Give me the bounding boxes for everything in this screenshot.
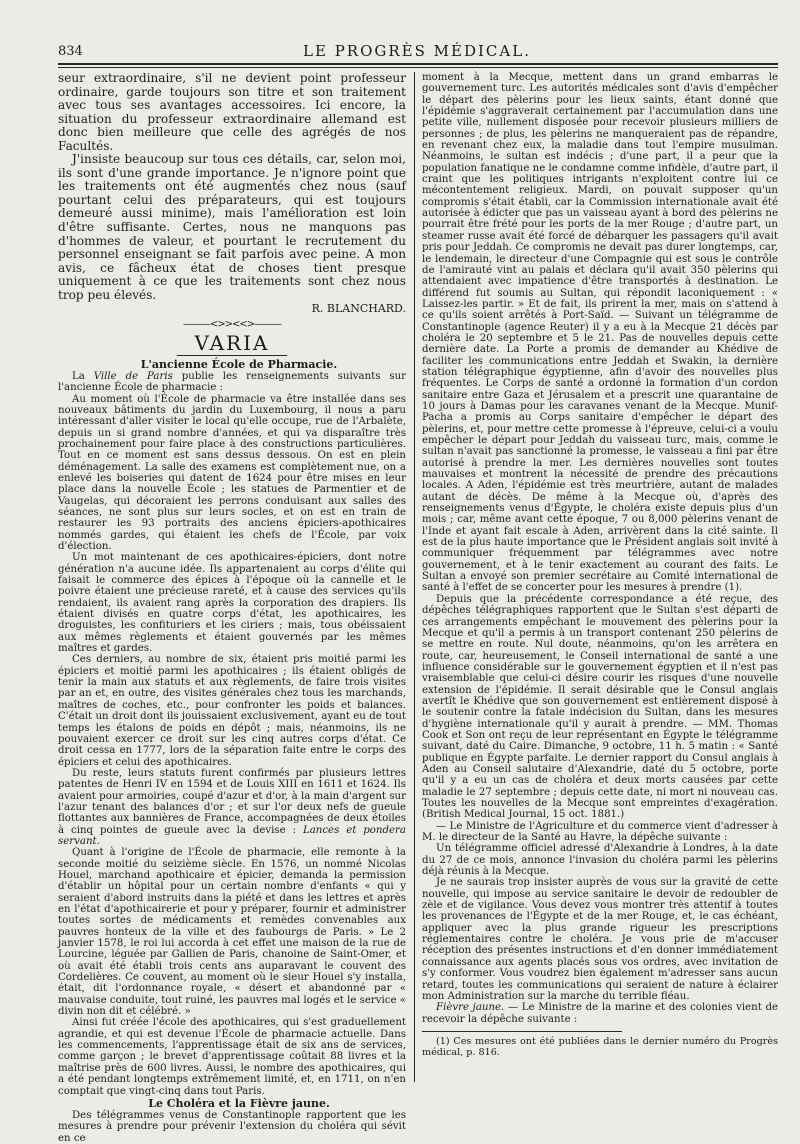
section-ornament: ———<>><<>——— [182,318,282,330]
right-column [422,72,778,1058]
paragraph-3: Un mot maintenant de ces apothicaires-épiciers, dont notre génération n'a aucune idée. Ils appartenaient au corps d'élite qui faisait le commerce des épices à l'époque où la cannelle et le poivre étaient une précieuse rareté, et à cause des services qu'ils rendaient, ils avaient rang après la corporation des drapiers. Ils étaient divisés en quatre corps d'état, les apothicaires, les droguistes, les confituriers et les ciriers ; mais, tous obéissaient aux mêmes règlements et étaient gouvernés par les mêmes maîtres et gardes. [58,552,406,655]
paragraph-2: Au moment où l'École de pharmacie va être installée dans ses nouveaux bâtiments du jardin du Luxembourg, il nous a paru intéressant d'aller visiter le local qu'elle occupe, rue de l'Arbalète, depuis un si grand nombre d'années, et qui va disparaître très prochainement pour faire place à des constructions particulières. Tout en ce moment est sans dessus dessous. On est en plein déménagement. La salle des examens est complètement nue, on a enlevé les boiseries qui datent de 1624 pour être mises en leur place dans la nouvelle École ; les statues de Parmentier et de Vaugelas, qui décoraient les perrons conduisant aux salles des séances, ne sont plus sur leurs socles, et on est en train de restaurer les 93 portraits des anciens épiciers-apothicaires nommés gardes, qui étaient les chefs de l'École, par voix d'élection. [58,393,406,552]
footnote-rule [422,1031,622,1032]
paragraph-1-italic: Ville de Paris [93,370,173,382]
paragraph-5 [58,768,406,847]
header-rule [58,63,778,65]
subheading-pharmacie: L'ancienne École de Pharmacie. [140,357,338,371]
right-paragraph-6-text: — Le Ministre de la marine et des colonies vient de recevoir la dépêche suivante : [422,1002,779,1025]
paragraph-1 [58,371,406,394]
subheading-cholera: Le Choléra et la Fièvre jaune. [148,1096,330,1110]
intro-text [58,72,406,316]
right-paragraph-5: Je ne saurais trop insister auprès de vous sur la gravité de cette nouvelle, qui impose au service sanitaire le devoir de redoubler de zèle et de vigilance. Vous devez vous montrer très attentif à toutes les provenances de l'Égypte et de la mer Rouge, et, le cas échéant, appliquer avec la plus grande rigueur les prescriptions réglementaires contre le choléra. Je vous prie de m'accuser réception des présentes instructions et d'en donner immédiatement connaissance aux agents placés sous vos ordres, avec invitation de s'y conformer. Vous voudrez bien également m'adresser sans aucun retard, toutes les communications qui seraient de nature à éclairer mon Administration sur la marche du terrible fléau. [422,877,778,1002]
author-signature: R. BLANCHARD. [311,302,406,316]
column-divider [414,72,415,1082]
footnote: (1) Ces mesures ont été publiées dans le dernier numéro du Progrès médical, p. 816. [422,1035,778,1058]
right-paragraph-1: moment à la Mecque, mettent dans un grand embarras le gouvernement turc. Les autorités médicales sont d'avis d'empêcher le départ des pèlerins pour les lieux saints, étant donné que l'épidémie s'aggraverait certainement par l'accumulation dans une petite ville, nullement disposée pour recevoir plusieurs milliers de personnes ; de plus, les pèlerins ne manqueraient pas de répandre, en revenant chez eux, la maladie dans tout l'empire musulman. Néanmoins, le sultan est indécis ; d'une part, il a peur que la population fanatique ne le condamne comme infidèle, d'autre part, il craint que les politiques intrigants n'exploitent contre lui ce mécontentement religieux. Mardi, on pouvait supposer qu'un compromis s'était établi, car la Commission internationale avait été autorisée à édicter que pas un vaisseau ayant à bord des pèlerins ne pourrait être frété pour les ports de la mer Rouge ; d'autre part, un steamer russe avait été forcé de débarquer les passagers qu'il avait pris pour Jeddah. Ce compromis ne devait pas durer longtemps, car, le lendemain, le directeur d'une Compagnie qui est sous le contrôle de l'amirauté vint au palais et déclara qu'il avait 350 pèlerins qui attendaient avec impatience d'être transportés à destination. Le différend fut soumis au Sultan, qui répondit laconiquement : « Laissez-les partir. » Et de fait, ils prirent la mer, mais on s'attend à ce qu'ils soient arrêtés à Port-Saïd. — Suivant un télégramme de Constantinople (agence Reuter) il y a eu à la Mecque 21 décès par choléra le 20 septembre et 5 le 21. Pas de nouvelles depuis cette dernière date. La Porte a promis de demander au Khédive de faciliter les communications entre Jeddah et Swakin, la dernière station télégraphique égyptienne, afin d'avoir des nouvelles plus fréquentes. Le Corps de santé a ordonné la formation d'un cordon sanitaire entre Gaza et Jérusalem et a prescrit une quarantaine de 10 jours à Damas pour les caravanes venant de la Mecque. Munif-Pacha a promis au Corps sanitaire d'empêcher le départ des pèlerins, et, pour mettre cette promesse à l'épreuve, celui-ci a voulu empêcher le départ pour Jeddah du vaisseau turc, mais, comme le sultan n'avait pas sanctionné la promesse, le vaisseau a fini par être autorisé à prendre la mer. Les dernières nouvelles sont toutes mauvaises et montrent la nécessité de prendre des précautions locales. A Aden, l'épidémie est très meurtrière, autant de malades autant de décès. De même à la Mecque où, d'après des renseignements venus d'Égypte, le choléra existe depuis plus d'un mois ; car, même avant cette époque, 7 ou 8,000 pèlerins venant de l'Inde et ayant fait escale à Aden, arrivèrent dans la cité sainte. Il est de la plus haute importance que le Président anglais soit invité à communiquer fréquemment par télégrammes avec notre gouvernement, et à le tenir exactement au courant des faits. Le Sultan a envoyé son premier secrétaire au Comité international de santé à l'effet de se concerter pour les mesures à prendre (1). [422,72,778,594]
right-paragraph-3: — Le Ministre de l'Agriculture et du commerce vient d'adresser à M. le directeur de la Santé au Havre, la dépêche suivante : [422,820,778,844]
right-paragraph-4: Un télégramme officiel adressé d'Alexandrie à Londres, à la date du 27 de ce mois, annonce l'invasion du choléra parmi les pèlerins déjà réunis à la Mecque. [422,843,778,878]
paragraph-5-motto: Lances et pondera servant. [58,824,406,847]
page-header [58,42,776,60]
section-title-underline [177,355,287,356]
paragraph-5-text: Du reste, leurs statuts furent confirmés par plusieurs lettres patentes de Henri IV en 1594 et de Louis XIII en 1611 et 1624. Ils avaient pour armoiries, coupé d'azur et d'or, à la main d'argent sur l'azur tenant des balances d'or ; et sur l'or deux nefs de gueule flottantes aux bannières de France, accompagnées de deux étoiles à cinq pointes de gueule avec la devise : [58,767,406,836]
intro-paragraph-2: J'insiste beaucoup sur tous ces détails, car, selon moi, ils sont d'une grande importance. Je n'ignore point que les traitements ont été augmentés chez nous (sauf pourtant celui des préparateurs, qui est toujours demeuré aussi minime), mais l'amélioration est loin d'être suffisante. Certes, nous ne manquons pas d'hommes de valeur, et pourtant le recrutement du personnel enseignant se fait parfois avec peine. A mon avis, ce fâcheux état de choses tient presque uniquement à ce que les traitements sont chez nous trop peu élevés. [58,152,406,302]
page-number: 834 [58,44,83,59]
header-rule-thin [58,67,778,68]
paragraph-4: Ces derniers, au nombre de six, étaient pris moitié parmi les épiciers et moitié parmi les apothicaires ; ils étaient obligés de tenir la main aux statuts et aux règlements, de faire trois visites par an et, en outre, des visites générales chez tous les marchands, maîtres de coches, etc., pour confronter les poids et balances. C'était un droit dont ils jouissaient exclusivement, ayant eu de tout temps les étalons de poids en dépôt ; mais, néanmoins, ils ne pouvaient exercer ce droit sur les cinq autres corps d'état. Ce droit cessa en 1777, lors de la séparation faite entre le corps des épiciers et celui des apothicaires. [58,654,406,768]
running-title: LE PROGRÈS MÉDICAL. [303,42,531,60]
section-title: VARIA [194,330,270,355]
paragraph-8: Des télégrammes venus de Constantinople rapportent que les mesures à prendre pour prévenir l'extension du choléra qui sévit en ce [58,1109,406,1144]
left-column [58,72,406,1144]
right-paragraph-2: Depuis que la précédente correspondance a été reçue, des dépêches télégraphiques rapportent que le Sultan s'est départi de ces arrangements empêchant le mouvement des pèlerins pour la Mecque et qu'il a permis à un transport contenant 250 pèlerins de se mettre en route. Nul doute, néanmoins, qu'on les arrêtera en route, car, heureusement, le Conseil international de santé a une influence considérable sur le gouvernement égyptien et il n'est pas vraisemblable que celui-ci désire courir les risques d'une nouvelle extension de l'épidémie. Il serait désirable que le Consul anglais avertît le Khédive que son gouvernement est entièrement disposé à le soutenir contre la fatale indécision du Sultan, dans les mesures d'hygiène internationale qu'il y aurait à prendre. — MM. Thomas Cook et Son ont reçu de leur représentant en Égypte le télégramme suivant, daté du Caire. Dimanche, 9 octobre, 11 h. 5 matin : « Santé publique en Égypte parfaite. Le dernier rapport du Consul anglais à Aden au Conseil salutaire d'Alexandrie, daté du 5 octobre, porte qu'il y a eu un cas de choléra et deux morts causées par cette maladie le 27 septembre ; depuis cette date, ni mort ni nouveau cas. Toutes les nouvelles de la Mecque sont empreintes d'exagération. (British Medical Journal, 15 oct. 1881.) [422,593,778,821]
intro-paragraph-1: seur extraordinaire, s'il ne devient point professeur ordinaire, garde toujours son titre et son traitement avec tous ses avantages accessoires. Ici encore, la situation du professeur extraordinaire allemand est donc bien meilleure que celle des agrégés de nos Facultés. [58,71,406,153]
fievre-jaune-heading: Fièvre jaune. [436,1002,505,1014]
paragraph-6: Quant à l'origine de l'École de pharmacie, elle remonte à la seconde moitié du seizième siècle. En 1576, un nommé Nicolas Houel, marchand apothicaire et épicier, demanda la permission d'établir un hôpital pour un certain nombre d'enfants « qui y seraient d'abord instruits dans la piété et dans les lettres et après en l'état d'apothicairerie et pour y préparer, fournir et administrer toutes sortes de médicaments et remèdes convenables aux pauvres honteux de la ville et des faubourgs de Paris. » Le 2 janvier 1578, le roi lui accorda à cet effet une maison de la rue de Lourcine, léguée par Gallien de Paris, chanoine de Saint-Omer, et où avait été établi trois cents ans auparavant le couvent des Cordelières. Ce couvent, au moment où le sieur Houel s'y installa, était, dit l'ordonnance royale, « désert et abandonné par « mauvaise conduite, tout ruiné, les pauvres mal logés et le service « divin non dit et célébré. » [58,847,406,1018]
paragraph-1-end: publie les renseignements suivants sur l'ancienne École de pharmacie : [58,370,407,394]
paragraph-1-start: La [72,370,94,382]
paragraph-7: Ainsi fut créée l'école des apothicaires, qui s'est graduellement agrandie, et qui est devenue l'École de pharmacie actuelle. Dans les commencements, l'apprentissage était de six ans de services, comme garçon ; le brevet d'apprentissage coûtait 88 livres et la maîtrise près de 600 livres. Aussi, le nombre des apothicaires, qui a été pendant longtemps extrêmement limité, et, en 1711, on n'en comptait que vingt-cinq dans tout Paris. [58,1017,406,1097]
right-paragraph-6 [422,1002,778,1025]
